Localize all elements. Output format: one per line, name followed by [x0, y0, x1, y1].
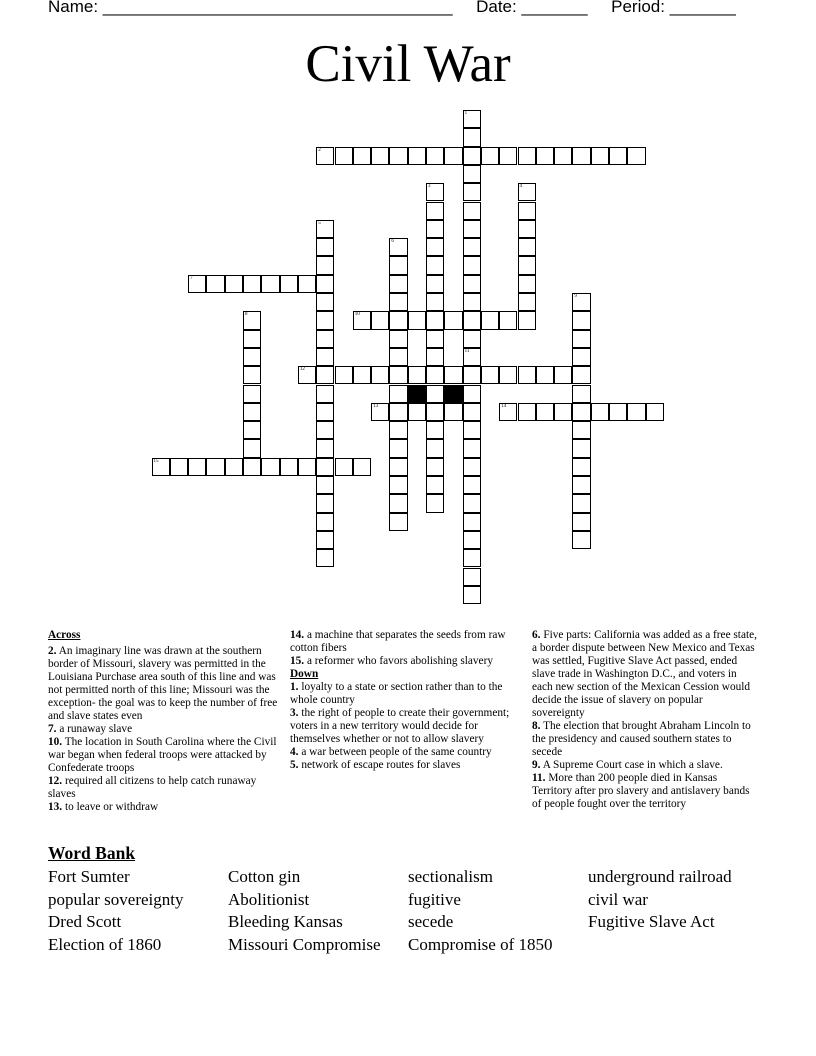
across-heading: Across	[48, 629, 81, 641]
crossword-cell[interactable]	[463, 147, 481, 165]
word-bank-item: Fort Sumter	[48, 867, 130, 886]
crossword-cell[interactable]	[426, 330, 444, 348]
crossword-cell[interactable]	[408, 403, 426, 421]
crossword-cell[interactable]	[316, 549, 334, 567]
crossword-cell[interactable]	[499, 366, 517, 384]
word-bank-item: secede	[408, 912, 454, 932]
crossword-cell[interactable]	[389, 330, 407, 348]
crossword-cell[interactable]	[463, 348, 481, 366]
crossword-cell[interactable]	[518, 183, 536, 201]
crossword-cell[interactable]	[554, 366, 572, 384]
crossword-cell[interactable]	[243, 311, 261, 329]
crossword-cell[interactable]	[444, 366, 462, 384]
crossword-cell[interactable]	[426, 439, 444, 457]
crossword-cell[interactable]	[389, 439, 407, 457]
crossword-cell[interactable]	[572, 348, 590, 366]
crossword-cell[interactable]	[554, 403, 572, 421]
crossword-cell[interactable]	[316, 476, 334, 494]
crossword-cell[interactable]	[444, 311, 462, 329]
crossword-cell[interactable]	[499, 403, 517, 421]
crossword-cell[interactable]	[280, 458, 298, 476]
clue-across-14: 14. a machine that separates the seeds from raw cotton fibers	[290, 629, 506, 654]
crossword-cell[interactable]	[463, 165, 481, 183]
crossword-cell[interactable]	[499, 147, 517, 165]
crossword-cell[interactable]	[426, 202, 444, 220]
crossword-cell[interactable]	[188, 458, 206, 476]
crossword-cell[interactable]	[572, 147, 590, 165]
clue-number: 2	[318, 147, 321, 153]
crossword-cell[interactable]	[518, 220, 536, 238]
crossword-cell[interactable]	[389, 238, 407, 256]
clue-down-4: 4. a war between people of the same country	[290, 746, 492, 758]
clue-number: 11	[464, 348, 470, 354]
crossword-cell[interactable]	[426, 494, 444, 512]
crossword-cell[interactable]	[518, 293, 536, 311]
crossword-cell[interactable]	[518, 238, 536, 256]
crossword-cell[interactable]	[353, 147, 371, 165]
crossword-cell[interactable]	[572, 439, 590, 457]
crossword-cell[interactable]	[243, 330, 261, 348]
crossword-cell[interactable]	[591, 147, 609, 165]
crossword-cell[interactable]	[243, 458, 261, 476]
crossword-cell[interactable]	[463, 568, 481, 586]
word-bank-item: Compromise of 1850	[408, 934, 553, 954]
crossword-cell[interactable]	[316, 494, 334, 512]
word-bank	[48, 866, 808, 956]
crossword-cell[interactable]	[426, 476, 444, 494]
word-bank-item: Fugitive Slave Act	[588, 912, 715, 932]
crossword-cell[interactable]	[572, 403, 590, 421]
crossword-cell[interactable]	[298, 275, 316, 293]
crossword-cell[interactable]	[463, 421, 481, 439]
crossword-cell[interactable]	[572, 476, 590, 494]
crossword-cell[interactable]	[243, 385, 261, 403]
word-bank-item: Election of 1860	[48, 934, 162, 954]
crossword-cell[interactable]	[389, 348, 407, 366]
crossword-cell[interactable]	[463, 586, 481, 604]
crossword-cell[interactable]	[389, 421, 407, 439]
crossword-cell[interactable]	[572, 494, 590, 512]
crossword-cell[interactable]	[572, 366, 590, 384]
crossword-cell[interactable]	[316, 311, 334, 329]
clues-column-1	[48, 629, 280, 814]
clue-down-8: 8. The election that brought Abraham Lincoln to the presidency and caused southern states to secede	[532, 720, 751, 758]
crossword-cell[interactable]	[389, 403, 407, 421]
crossword-cell[interactable]	[298, 458, 316, 476]
clue-across-12: 12. required all citizens to help catch runaway slaves	[48, 775, 257, 800]
crossword-cell[interactable]	[572, 311, 590, 329]
crossword-cell[interactable]	[463, 531, 481, 549]
crossword-cell[interactable]	[152, 458, 170, 476]
crossword-cell[interactable]	[389, 311, 407, 329]
crossword-cell[interactable]	[536, 366, 554, 384]
period-field[interactable]: Period: _______	[611, 0, 736, 16]
crossword-cell[interactable]	[627, 403, 645, 421]
crossword-cell[interactable]	[572, 513, 590, 531]
crossword-cell[interactable]	[261, 275, 279, 293]
crossword-cell[interactable]	[389, 458, 407, 476]
crossword-cell[interactable]	[591, 403, 609, 421]
crossword-cell[interactable]	[463, 403, 481, 421]
crossword-cell[interactable]	[463, 311, 481, 329]
crossword-cell[interactable]	[261, 458, 279, 476]
crossword-cell[interactable]	[316, 330, 334, 348]
crossword-cell[interactable]	[389, 494, 407, 512]
crossword-block	[408, 385, 426, 403]
date-field[interactable]: Date: _______	[476, 0, 588, 16]
crossword-cell[interactable]	[316, 439, 334, 457]
crossword-cell[interactable]	[426, 256, 444, 274]
crossword-cell[interactable]	[316, 220, 334, 238]
clue-number: 6	[391, 239, 394, 245]
word-bank-item: popular sovereignty	[48, 889, 184, 909]
crossword-cell[interactable]	[316, 238, 334, 256]
crossword-cell[interactable]	[572, 458, 590, 476]
crossword-cell[interactable]	[481, 366, 499, 384]
crossword-cell[interactable]	[463, 513, 481, 531]
crossword-cell[interactable]	[609, 403, 627, 421]
crossword-cell[interactable]	[316, 275, 334, 293]
crossword-cell[interactable]	[243, 403, 261, 421]
crossword-cell[interactable]	[280, 275, 298, 293]
crossword-cell[interactable]	[225, 275, 243, 293]
clues-column-2	[290, 629, 524, 772]
crossword-cell[interactable]	[426, 458, 444, 476]
crossword-cell[interactable]	[444, 147, 462, 165]
clue-number: 3	[428, 184, 431, 190]
crossword-cell[interactable]	[609, 147, 627, 165]
crossword-cell[interactable]	[408, 366, 426, 384]
crossword-cell[interactable]	[353, 311, 371, 329]
clue-number: 4	[519, 184, 522, 190]
crossword-cell[interactable]	[316, 421, 334, 439]
crossword-cell[interactable]	[389, 293, 407, 311]
crossword-cell[interactable]	[646, 403, 664, 421]
crossword-cell[interactable]	[243, 439, 261, 457]
crossword-cell[interactable]	[426, 348, 444, 366]
crossword-cell[interactable]	[572, 385, 590, 403]
crossword-cell[interactable]	[353, 458, 371, 476]
crossword-cell[interactable]	[316, 403, 334, 421]
clue-across-15: 15. a reformer who favors abolishing slavery	[290, 655, 493, 667]
word-bank-item: Cotton gin	[228, 867, 301, 886]
clue-across-13: 13. to leave or withdraw	[48, 801, 159, 813]
clue-across-2: 2. An imaginary line was drawn at the southern border of Missouri, slavery was permitted in the Louisiana Purchase area south of this line and was not permitted north of this line; Missouri was the exception- the goal was to keep the number of free and slave states even	[48, 645, 278, 722]
crossword-cell[interactable]	[463, 128, 481, 146]
clue-down-3: 3. the right of people to create their government; voters in a new territory would decide for themselves whether or not to allow slavery	[290, 707, 510, 745]
clue-number: 14	[501, 403, 507, 409]
word-bank-item: Missouri Compromise	[228, 934, 381, 954]
clue-down-9: 9. A Supreme Court case in which a slave.	[532, 759, 723, 771]
crossword-cell[interactable]	[518, 147, 536, 165]
crossword-cell[interactable]	[298, 366, 316, 384]
crossword-cell[interactable]	[463, 256, 481, 274]
crossword-cell[interactable]	[463, 220, 481, 238]
crossword-cell[interactable]	[536, 403, 554, 421]
down-heading: Down	[290, 668, 319, 680]
word-bank-title: Word Bank	[48, 843, 136, 863]
word-bank-item: underground railroad	[588, 867, 732, 886]
crossword-cell[interactable]	[426, 183, 444, 201]
crossword-cell[interactable]	[444, 403, 462, 421]
crossword-cell[interactable]	[426, 421, 444, 439]
word-bank-item: Bleeding Kansas	[228, 912, 343, 932]
word-bank-item: fugitive	[408, 889, 461, 909]
clue-down-5: 5. network of escape routes for slaves	[290, 759, 461, 771]
crossword-cell[interactable]	[426, 147, 444, 165]
crossword-cell[interactable]	[206, 458, 224, 476]
crossword-cell[interactable]	[463, 494, 481, 512]
crossword-cell[interactable]	[463, 293, 481, 311]
crossword-cell[interactable]	[426, 293, 444, 311]
crossword-cell[interactable]	[188, 275, 206, 293]
crossword-cell[interactable]	[463, 458, 481, 476]
crossword-cell[interactable]	[463, 238, 481, 256]
crossword-cell[interactable]	[572, 421, 590, 439]
crossword-cell[interactable]	[499, 311, 517, 329]
clue-across-7: 7. a runaway slave	[48, 723, 133, 735]
crossword-cell[interactable]	[426, 238, 444, 256]
clue-down-11: 11. More than 200 people died in Kansas Territory after pro slavery and antislavery bands of people fought over the territory	[532, 772, 750, 810]
clue-number: 1	[464, 111, 468, 116]
crossword-cell[interactable]	[389, 385, 407, 403]
crossword-cell[interactable]	[316, 513, 334, 531]
crossword-cell[interactable]	[481, 311, 499, 329]
crossword-cell[interactable]	[389, 366, 407, 384]
crossword-cell[interactable]	[243, 421, 261, 439]
clues-column-3	[532, 629, 758, 811]
crossword-cell[interactable]	[463, 275, 481, 293]
crossword-cell[interactable]	[463, 439, 481, 457]
crossword-cell[interactable]	[518, 366, 536, 384]
crossword-cell[interactable]	[225, 458, 243, 476]
crossword-cell[interactable]	[389, 256, 407, 274]
crossword-cell[interactable]	[316, 293, 334, 311]
crossword-cell[interactable]	[243, 366, 261, 384]
crossword-cell[interactable]	[371, 311, 389, 329]
crossword-cell[interactable]	[463, 385, 481, 403]
crossword-block	[444, 385, 462, 403]
crossword-cell[interactable]	[463, 549, 481, 567]
crossword-cell[interactable]	[353, 366, 371, 384]
crossword-cell[interactable]	[554, 147, 572, 165]
crossword-cell[interactable]	[481, 147, 499, 165]
crossword-cell[interactable]	[463, 183, 481, 201]
crossword-cell[interactable]	[426, 311, 444, 329]
crossword-cell[interactable]	[371, 403, 389, 421]
page-title: Civil War	[305, 35, 511, 93]
crossword-cell[interactable]	[463, 110, 481, 128]
word-bank-item: Dred Scott	[48, 912, 122, 932]
crossword-cell[interactable]	[316, 147, 334, 165]
clue-number: 12	[299, 367, 305, 373]
clue-down-6: 6. Five parts: California was added as a free state, a border dispute between New Mexico and Texas was settled, Fugitive Slave Act passed, ended slave trade in Washington D.C., and voters in each new section of the Mexican Cession would decide the issue of slavery on popular sovereignty	[532, 629, 757, 719]
crossword-cell[interactable]	[627, 147, 645, 165]
crossword-cell[interactable]	[389, 275, 407, 293]
crossword-cell[interactable]	[572, 293, 590, 311]
crossword-cell[interactable]	[572, 531, 590, 549]
crossword-cell[interactable]	[389, 147, 407, 165]
crossword-cell[interactable]	[408, 311, 426, 329]
crossword-cell[interactable]	[170, 458, 188, 476]
crossword-cell[interactable]	[316, 348, 334, 366]
crossword-cell[interactable]	[206, 275, 224, 293]
crossword-cell[interactable]	[426, 366, 444, 384]
crossword-cell[interactable]	[243, 348, 261, 366]
crossword-cell[interactable]	[518, 202, 536, 220]
crossword-cell[interactable]	[426, 385, 444, 403]
crossword-cell[interactable]	[518, 256, 536, 274]
clue-number: 15	[153, 458, 159, 464]
name-field[interactable]: Name: _____________________________________	[48, 0, 453, 16]
clue-number: 5	[318, 220, 321, 226]
crossword-cell[interactable]	[518, 403, 536, 421]
crossword-cell[interactable]	[371, 366, 389, 384]
word-bank-item: sectionalism	[408, 867, 493, 886]
crossword-cell[interactable]	[408, 147, 426, 165]
crossword-cell[interactable]	[316, 366, 334, 384]
crossword-cell[interactable]	[518, 311, 536, 329]
crossword-cell[interactable]	[316, 531, 334, 549]
clue-number: 9	[574, 294, 577, 299]
clue-number: 8	[245, 312, 248, 318]
crossword-cell[interactable]	[463, 202, 481, 220]
clue-across-10: 10. The location in South Carolina where the Civil war began when federal troops were attacked by Confederate troops	[48, 736, 277, 774]
crossword-cell[interactable]	[389, 513, 407, 531]
crossword-cell[interactable]	[463, 476, 481, 494]
crossword-cell[interactable]	[335, 458, 353, 476]
crossword-cell[interactable]	[243, 275, 261, 293]
crossword-cell[interactable]	[316, 385, 334, 403]
word-bank-item: civil war	[588, 889, 648, 909]
crossword-cell[interactable]	[536, 147, 554, 165]
crossword-cell[interactable]	[316, 256, 334, 274]
crossword-cell[interactable]	[518, 275, 536, 293]
crossword-cell[interactable]	[389, 476, 407, 494]
crossword-cell[interactable]	[371, 147, 389, 165]
crossword-cell[interactable]	[316, 458, 334, 476]
word-bank-item: Abolitionist	[228, 889, 310, 909]
clue-number: 10	[354, 312, 360, 318]
clue-number: 7	[190, 275, 193, 281]
crossword-cell[interactable]	[463, 366, 481, 384]
clue-down-1: 1. loyalty to a state or section rather than to the whole country	[290, 681, 503, 706]
crossword-cell[interactable]	[426, 220, 444, 238]
crossword-cell[interactable]	[426, 403, 444, 421]
crossword-cell[interactable]	[572, 330, 590, 348]
clue-number: 13	[373, 403, 379, 409]
crossword-cell[interactable]	[335, 147, 353, 165]
crossword-cell[interactable]	[335, 366, 353, 384]
crossword-cell[interactable]	[426, 275, 444, 293]
crossword-cell[interactable]	[463, 330, 481, 348]
